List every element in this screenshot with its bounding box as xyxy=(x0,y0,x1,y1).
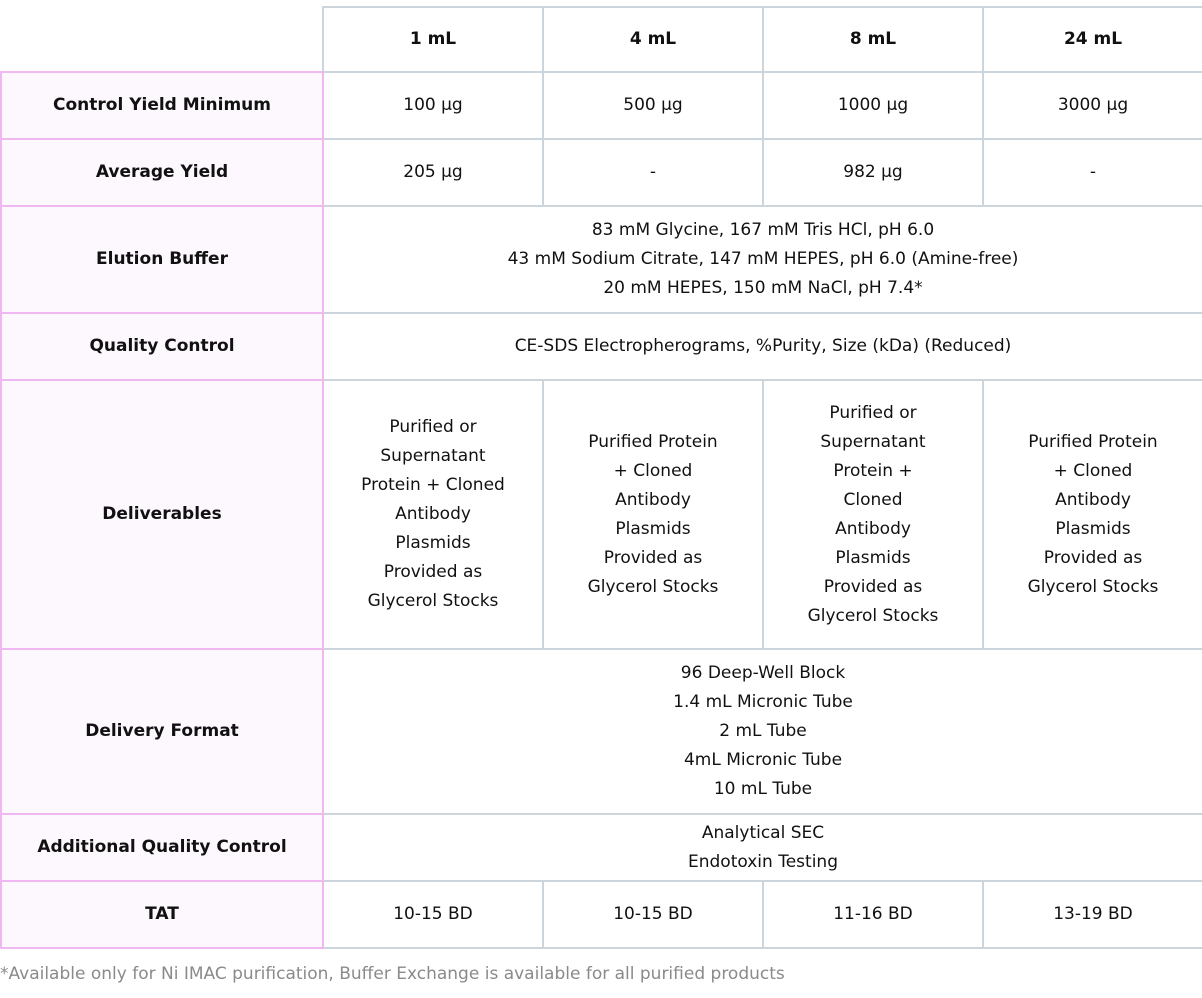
cell-line: Purified Protein xyxy=(1028,431,1158,452)
cell-line: Provided as xyxy=(1043,547,1143,568)
cell-line: Purified Protein xyxy=(588,431,718,452)
cell-line: + Cloned xyxy=(1053,460,1133,481)
row-header: Additional Quality Control xyxy=(1,814,323,881)
table-cell: 10-15 BD xyxy=(323,881,543,948)
table-cell xyxy=(323,206,1202,313)
cell-line: Protein + xyxy=(833,460,913,481)
row-header: Average Yield xyxy=(1,139,323,206)
table-row xyxy=(1,649,1202,814)
column-header: 8 mL xyxy=(763,7,983,72)
table-row xyxy=(1,206,1202,313)
cell-line: 4mL Micronic Tube xyxy=(683,750,843,770)
cell-line: 83 mM Glycine, 167 mM Tris HCl, pH 6.0 xyxy=(591,220,935,240)
cell-line: Purified or xyxy=(829,402,917,423)
table-cell: 1000 µg xyxy=(763,72,983,139)
cell-line: Antibody xyxy=(615,489,691,510)
table-cell xyxy=(323,814,1202,881)
table-cell xyxy=(323,380,543,649)
table-row xyxy=(1,380,1202,649)
cell-line: Provided as xyxy=(383,562,483,582)
table-cell: CE-SDS Electropherograms, %Purity, Size (kDa) (Reduced) xyxy=(323,313,1202,380)
row-header: Deliverables xyxy=(1,380,323,649)
row-header: Delivery Format xyxy=(1,649,323,814)
cell-line: 1.4 mL Micronic Tube xyxy=(673,692,853,712)
cell-line: 96 Deep-Well Block xyxy=(680,663,846,683)
footnote: *Available only for Ni IMAC purification, Buffer Exchange is available for all purified products xyxy=(0,964,785,984)
column-header: 1 mL xyxy=(323,7,543,72)
cell-line: Provided as xyxy=(823,576,923,597)
table-row xyxy=(1,814,1202,881)
table-row xyxy=(1,72,1202,139)
cell-line: Antibody xyxy=(1055,489,1131,510)
table-cell xyxy=(983,380,1202,649)
table-cell: 500 µg xyxy=(543,72,763,139)
specs-table xyxy=(0,6,1202,949)
cell-line: Analytical SEC xyxy=(701,822,825,843)
column-header: 24 mL xyxy=(983,7,1202,72)
row-header: Quality Control xyxy=(1,313,323,380)
row-header: Elution Buffer xyxy=(1,206,323,313)
cell-line: Antibody xyxy=(835,518,911,539)
table-row xyxy=(1,313,1202,380)
cell-line: + Cloned xyxy=(613,460,693,481)
table-row xyxy=(1,139,1202,206)
cell-line: 43 mM Sodium Citrate, 147 mM HEPES, pH 6.0 (Amine-free) xyxy=(507,249,1019,269)
table-cell: - xyxy=(543,139,763,206)
cell-line: Cloned xyxy=(843,489,903,510)
cell-line: Glycerol Stocks xyxy=(807,605,939,626)
cell-line: Glycerol Stocks xyxy=(587,576,719,597)
table-cell: - xyxy=(983,139,1202,206)
cell-line: Provided as xyxy=(603,547,703,568)
cell-line: Endotoxin Testing xyxy=(688,851,838,872)
cell-line: 2 mL Tube xyxy=(719,721,807,741)
cell-line: Plasmids xyxy=(615,518,691,539)
corner-cell xyxy=(1,7,323,72)
cell-line: Plasmids xyxy=(395,533,471,553)
cell-line: Purified or xyxy=(389,417,477,437)
table-cell: 13-19 BD xyxy=(983,881,1202,948)
table-cell: 11-16 BD xyxy=(763,881,983,948)
cell-line: Supernatant xyxy=(820,431,926,452)
cell-line: Supernatant xyxy=(380,446,486,466)
table-cell: 3000 µg xyxy=(983,72,1202,139)
column-header: 4 mL xyxy=(543,7,763,72)
table-cell: 10-15 BD xyxy=(543,881,763,948)
table-row xyxy=(1,881,1202,948)
table-cell: 205 µg xyxy=(323,139,543,206)
table-cell xyxy=(543,380,763,649)
table-cell: 982 µg xyxy=(763,139,983,206)
cell-line: Plasmids xyxy=(1055,518,1131,539)
table-cell xyxy=(323,649,1202,814)
row-header: TAT xyxy=(1,881,323,948)
cell-line: 10 mL Tube xyxy=(713,779,813,799)
header-row xyxy=(1,7,1202,72)
row-header: Control Yield Minimum xyxy=(1,72,323,139)
cell-line: Glycerol Stocks xyxy=(367,591,499,611)
cell-line: Protein + Cloned xyxy=(361,475,505,495)
cell-line: 20 mM HEPES, 150 mM NaCl, pH 7.4* xyxy=(603,278,923,298)
cell-line: Glycerol Stocks xyxy=(1027,576,1159,597)
cell-line: Plasmids xyxy=(835,547,911,568)
table-cell xyxy=(763,380,983,649)
cell-line: Antibody xyxy=(395,504,471,524)
table-cell: 100 µg xyxy=(323,72,543,139)
